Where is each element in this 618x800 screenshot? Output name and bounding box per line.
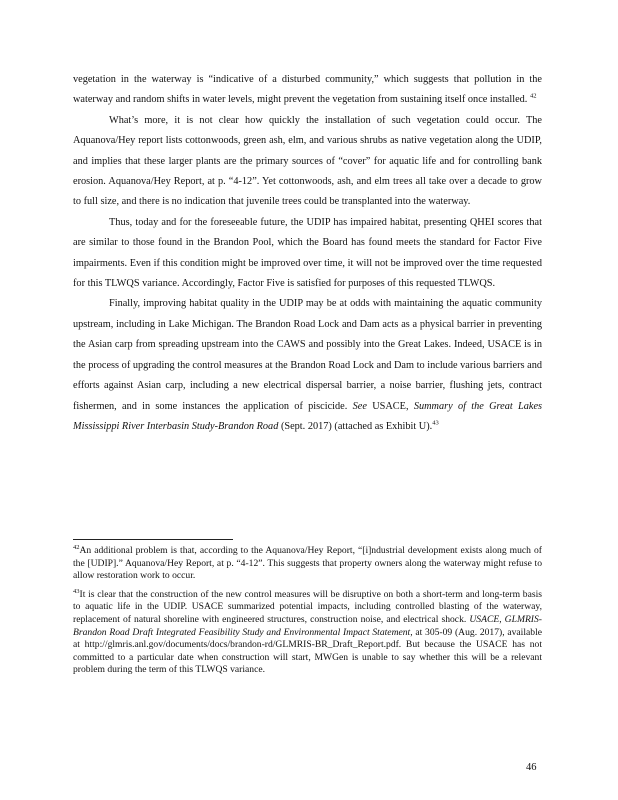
footnote-43-citation: USACE, GLMRIS-Brandon Road Draft Integrated Feasibility Study and Environmental Impact Statement (73, 613, 542, 638)
footnote-42-text: An additional problem is that, according to the Aquanova/Hey Report, “[i]ndustrial development exists along much of the [UDIP].” Aquanova/Hey Report, at p. “4-12”. This suggests that property owners along the waterway might refuse to allow restoration work to occur. (73, 545, 542, 582)
footnote-43-text-a: It is clear that the construction of the new control measures will be disruptive on both a short-term and long-term basis to aquatic life in the UDIP. USACE summarized potential impacts, including controlled blasting of the waterway, replacement of natural shoreline with engineered structures, construction noise, and electrical shock. (73, 588, 542, 625)
footnotes (73, 545, 542, 683)
footnote-mark-42: 42 (73, 543, 80, 551)
paragraph-4 (73, 294, 542, 437)
paragraph-4-text: Finally, improving habitat quality in the UDIP may be at odds with maintaining the aquatic community upstream, including in Lake Michigan. The Brandon Road Lock and Dam acts as a physical barrier in preventing the Asian carp from spreading upstream into the CAWS and possibly into the Great Lakes. Indeed, USACE is in the process of upgrading the control measures at the Brandon Road Lock and Dam to include various barriers and efforts against Asian carp, including a new electrical dispersal barrier, a noise barrier, flushing jets, contract fishermen, and in some instances the application of piscicide. (73, 298, 542, 412)
body-text (73, 70, 542, 437)
page-number: 46 (526, 762, 537, 773)
footnote-divider (73, 539, 233, 540)
footnote-43-text-b: , at 305-09 (Aug. 2017), available at http://glmris.anl.gov/documents/docs/brandon-rd/GLMRIS-BR_Draft_Report.pdf. But because the USACE has not committed to a particular date when construction will start, MWGen is unable to say whether this will be a relevant problem during the term of this TLWQS variance. (73, 626, 542, 676)
paragraph-2: What’s more, it is not clear how quickly the installation of such vegetation could occur. The Aquanova/Hey report lists cottonwoods, green ash, elm, and various shrubs as native vegetation along the UDIP, and implies that these larger plants are the primary sources of “cover” for aquatic life and for controlling bank erosion. Aquanova/Hey Report, at p. “4-12”. Yet cottonwoods, ash, and elm trees all take over a decade to grow to full size, and there is no indication that juvenile trees could be transplanted into the waterway. (73, 114, 542, 208)
citation-org: USACE, (372, 400, 409, 412)
citation-rest: (Sept. 2017) (attached as Exhibit U). (280, 420, 433, 432)
footnote-42 (73, 545, 542, 583)
footnote-43 (73, 589, 542, 677)
signal-see: See (352, 400, 367, 412)
footnote-ref-43[interactable]: 43 (432, 419, 439, 427)
footnote-mark-43: 43 (73, 587, 80, 595)
footnote-ref-42[interactable]: 42 (529, 92, 537, 100)
paragraph-1-text: vegetation in the waterway is “indicative of a disturbed community,” which suggests that pollution in the waterway and random shifts in water levels, might prevent the vegetation from sustaining itself once installed. (73, 74, 542, 106)
citation-title: Summary of the Great Lakes Mississippi River Interbasin Study-Brandon Road (73, 400, 543, 432)
paragraph-1 (73, 70, 542, 111)
paragraph-3: Thus, today and for the foreseeable future, the UDIP has impaired habitat, presenting QHEI scores that are similar to those found in the Brandon Pool, which the Board has found meets the standard for Factor Five impairments. Even if this condition might be improved over time, it will not be improved over the time requested for this TLWQS variance. Accordingly, Factor Five is satisfied for purposes of this requested TLWQS. (73, 216, 542, 290)
